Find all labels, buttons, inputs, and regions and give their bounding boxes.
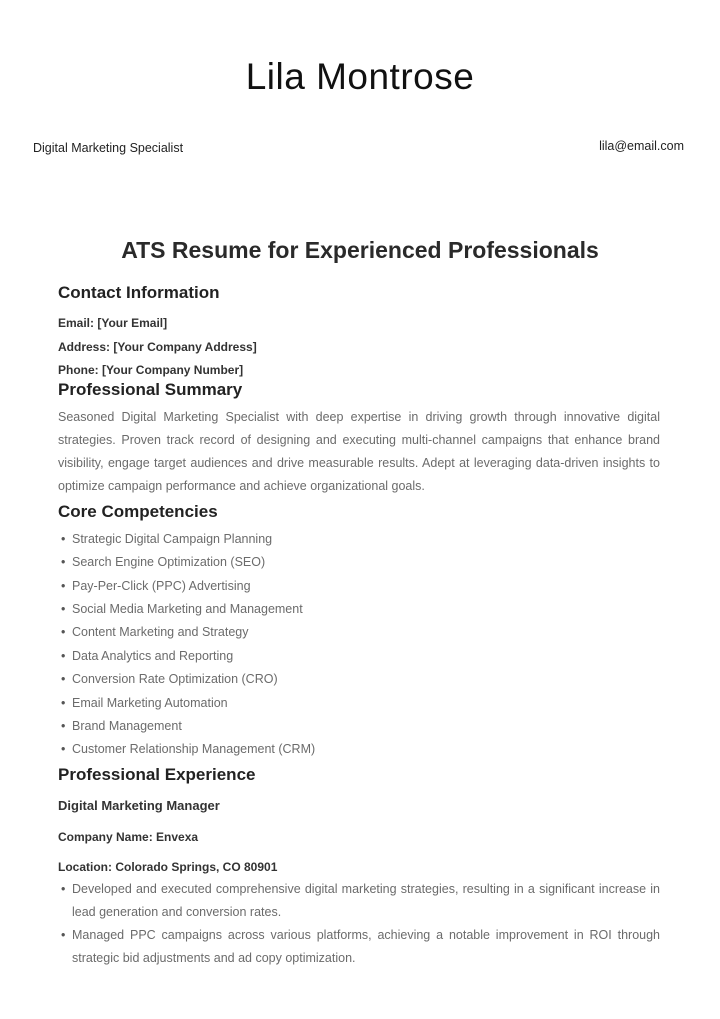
duties-list	[58, 878, 660, 970]
list-item	[58, 575, 660, 598]
bullet-icon: •	[61, 578, 66, 593]
competency-label: Customer Relationship Management (CRM)	[72, 742, 316, 757]
candidate-email: lila@email.com	[599, 139, 684, 153]
bullet-icon: •	[61, 718, 66, 733]
contact-address: Address: [Your Company Address]	[58, 339, 257, 354]
candidate-name: Lila Montrose	[245, 56, 475, 97]
list-item	[58, 645, 660, 668]
list-item	[58, 692, 660, 715]
bullet-icon: •	[61, 695, 66, 710]
competency-label: Strategic Digital Campaign Planning	[72, 531, 273, 546]
list-item	[58, 924, 660, 970]
bullet-icon: •	[61, 625, 66, 640]
bullet-icon: •	[61, 601, 66, 616]
bullet-icon: •	[61, 531, 66, 546]
candidate-role: Digital Marketing Specialist	[33, 141, 184, 155]
bullet-icon: •	[61, 881, 66, 896]
competency-label: Pay-Per-Click (PPC) Advertising	[72, 578, 251, 593]
document-title: ATS Resume for Experienced Professionals	[121, 237, 599, 263]
bullet-icon: •	[61, 927, 66, 942]
competency-label: Search Engine Optimization (SEO)	[72, 555, 266, 570]
job-location: Location: Colorado Springs, CO 80901	[58, 859, 278, 874]
resume-content	[58, 282, 660, 970]
list-item	[58, 878, 660, 924]
competency-label: Brand Management	[72, 718, 182, 733]
bullet-icon: •	[61, 555, 66, 570]
list-item	[58, 621, 660, 644]
job-title: Digital Marketing Manager	[58, 797, 220, 813]
contact-phone: Phone: [Your Company Number]	[58, 363, 244, 377]
bullet-icon: •	[61, 648, 66, 663]
experience-heading: Professional Experience	[58, 764, 256, 784]
contact-block	[58, 312, 660, 383]
competency-label: Social Media Marketing and Management	[72, 601, 303, 616]
summary-heading: Professional Summary	[58, 379, 243, 399]
summary-text: Seasoned Digital Marketing Specialist with deep expertise in driving growth through innovative digital strategies. Proven track record of designing and executing multi-channel campaigns that enhance brand visibility, engage target audiences and drive measurable results. Adept at leveraging data-driven insights to optimize campaign performance and achieve organizational goals.	[58, 409, 660, 494]
list-item	[58, 598, 660, 621]
competency-label: Content Marketing and Strategy	[72, 625, 249, 640]
company-name: Company Name: Envexa	[58, 829, 199, 844]
list-item	[58, 738, 660, 761]
list-item	[58, 668, 660, 691]
competency-label: Data Analytics and Reporting	[72, 648, 234, 663]
list-item	[58, 551, 660, 574]
list-item	[58, 528, 660, 551]
competencies-heading: Core Competencies	[58, 501, 218, 521]
list-item	[58, 715, 660, 738]
duty-text: Developed and executed comprehensive digital marketing strategies, resulting in a significant increase in lead generation and conversion rates.	[72, 881, 660, 919]
bullet-icon: •	[61, 672, 66, 687]
competencies-list	[58, 528, 660, 762]
duty-text: Managed PPC campaigns across various platforms, achieving a notable improvement in ROI through strategic bid adjustments and ad copy optimization.	[72, 927, 660, 965]
bullet-icon: •	[61, 742, 66, 757]
contact-email: Email: [Your Email]	[58, 316, 168, 330]
competency-label: Email Marketing Automation	[72, 695, 228, 710]
competency-label: Conversion Rate Optimization (CRO)	[72, 672, 278, 687]
contact-heading: Contact Information	[58, 283, 220, 302]
